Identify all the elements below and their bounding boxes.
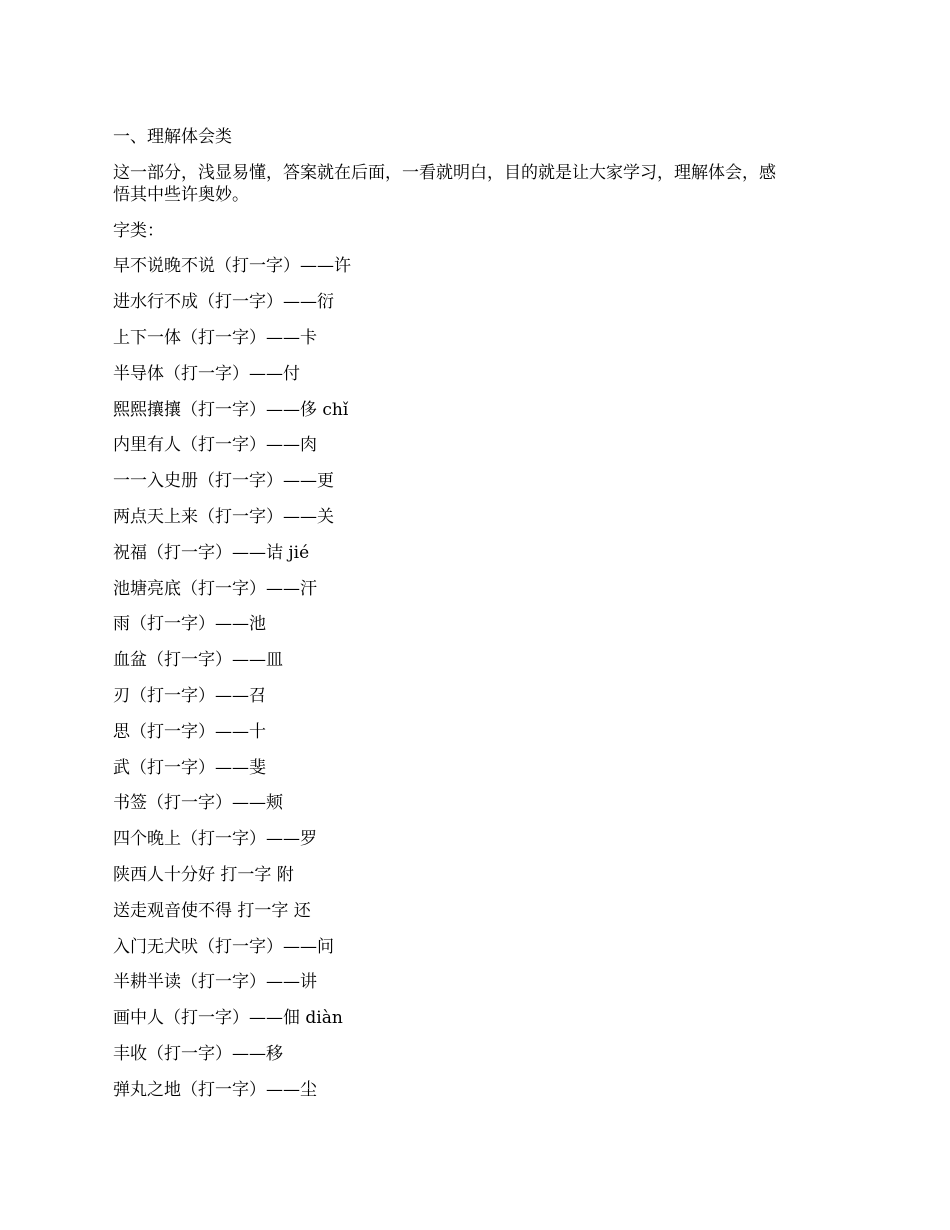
riddle-item: 上下一体（打一字）——卡: [113, 327, 317, 348]
riddle-item: 四个晚上（打一字）——罗: [113, 829, 317, 850]
riddle-list: [113, 255, 853, 1100]
riddle-item: 血盆（打一字）——皿: [113, 650, 283, 671]
riddle-item: 入门无犬吠（打一字）——问: [113, 936, 334, 957]
riddle-item: 武（打一字）——斐: [113, 757, 266, 778]
riddle-item: 刃（打一字）——召: [113, 685, 266, 706]
riddle-item: 半耕半读（打一字）——讲: [113, 972, 317, 993]
riddle-item: 送走观音使不得 打一字 还: [113, 900, 311, 921]
riddle-item: 熙熙攘攘（打一字）——侈 chǐ: [113, 399, 349, 420]
riddle-item: 丰收（打一字）——移: [113, 1043, 283, 1064]
riddle-item: 陕西人十分好 打一字 附: [113, 864, 294, 885]
intro-line-1: 这一部分，浅显易懂，答案就在后面，一看就明白，目的就是让大家学习，理解体会，感: [113, 162, 776, 183]
riddle-item: 弹丸之地（打一字）——尘: [113, 1079, 317, 1100]
riddle-item: 内里有人（打一字）——肉: [113, 435, 317, 456]
category-label: 字类：: [113, 220, 164, 241]
riddle-item: 半导体（打一字）——付: [113, 363, 300, 384]
riddle-item: 池塘亮底（打一字）——汗: [113, 578, 317, 599]
intro-line-2: 悟其中些许奥妙。: [113, 184, 249, 205]
document-page: [113, 126, 853, 1115]
riddle-item: 进水行不成（打一字）——衍: [113, 292, 334, 313]
riddle-item: 祝福（打一字）——诘 jié: [113, 542, 310, 563]
riddle-item: 雨（打一字）——池: [113, 614, 266, 635]
riddle-item: 思（打一字）——十: [113, 721, 266, 742]
section-title: 一、理解体会类: [113, 127, 232, 147]
intro-paragraph: [113, 162, 848, 206]
riddle-item: 两点天上来（打一字）——关: [113, 506, 334, 527]
riddle-item: 书签（打一字）——颊: [113, 793, 283, 814]
riddle-item: 画中人（打一字）——佃 diàn: [113, 1008, 343, 1029]
riddle-item: 早不说晚不说（打一字）——许: [113, 256, 351, 277]
riddle-item: 一一入史册（打一字）——更: [113, 471, 334, 492]
